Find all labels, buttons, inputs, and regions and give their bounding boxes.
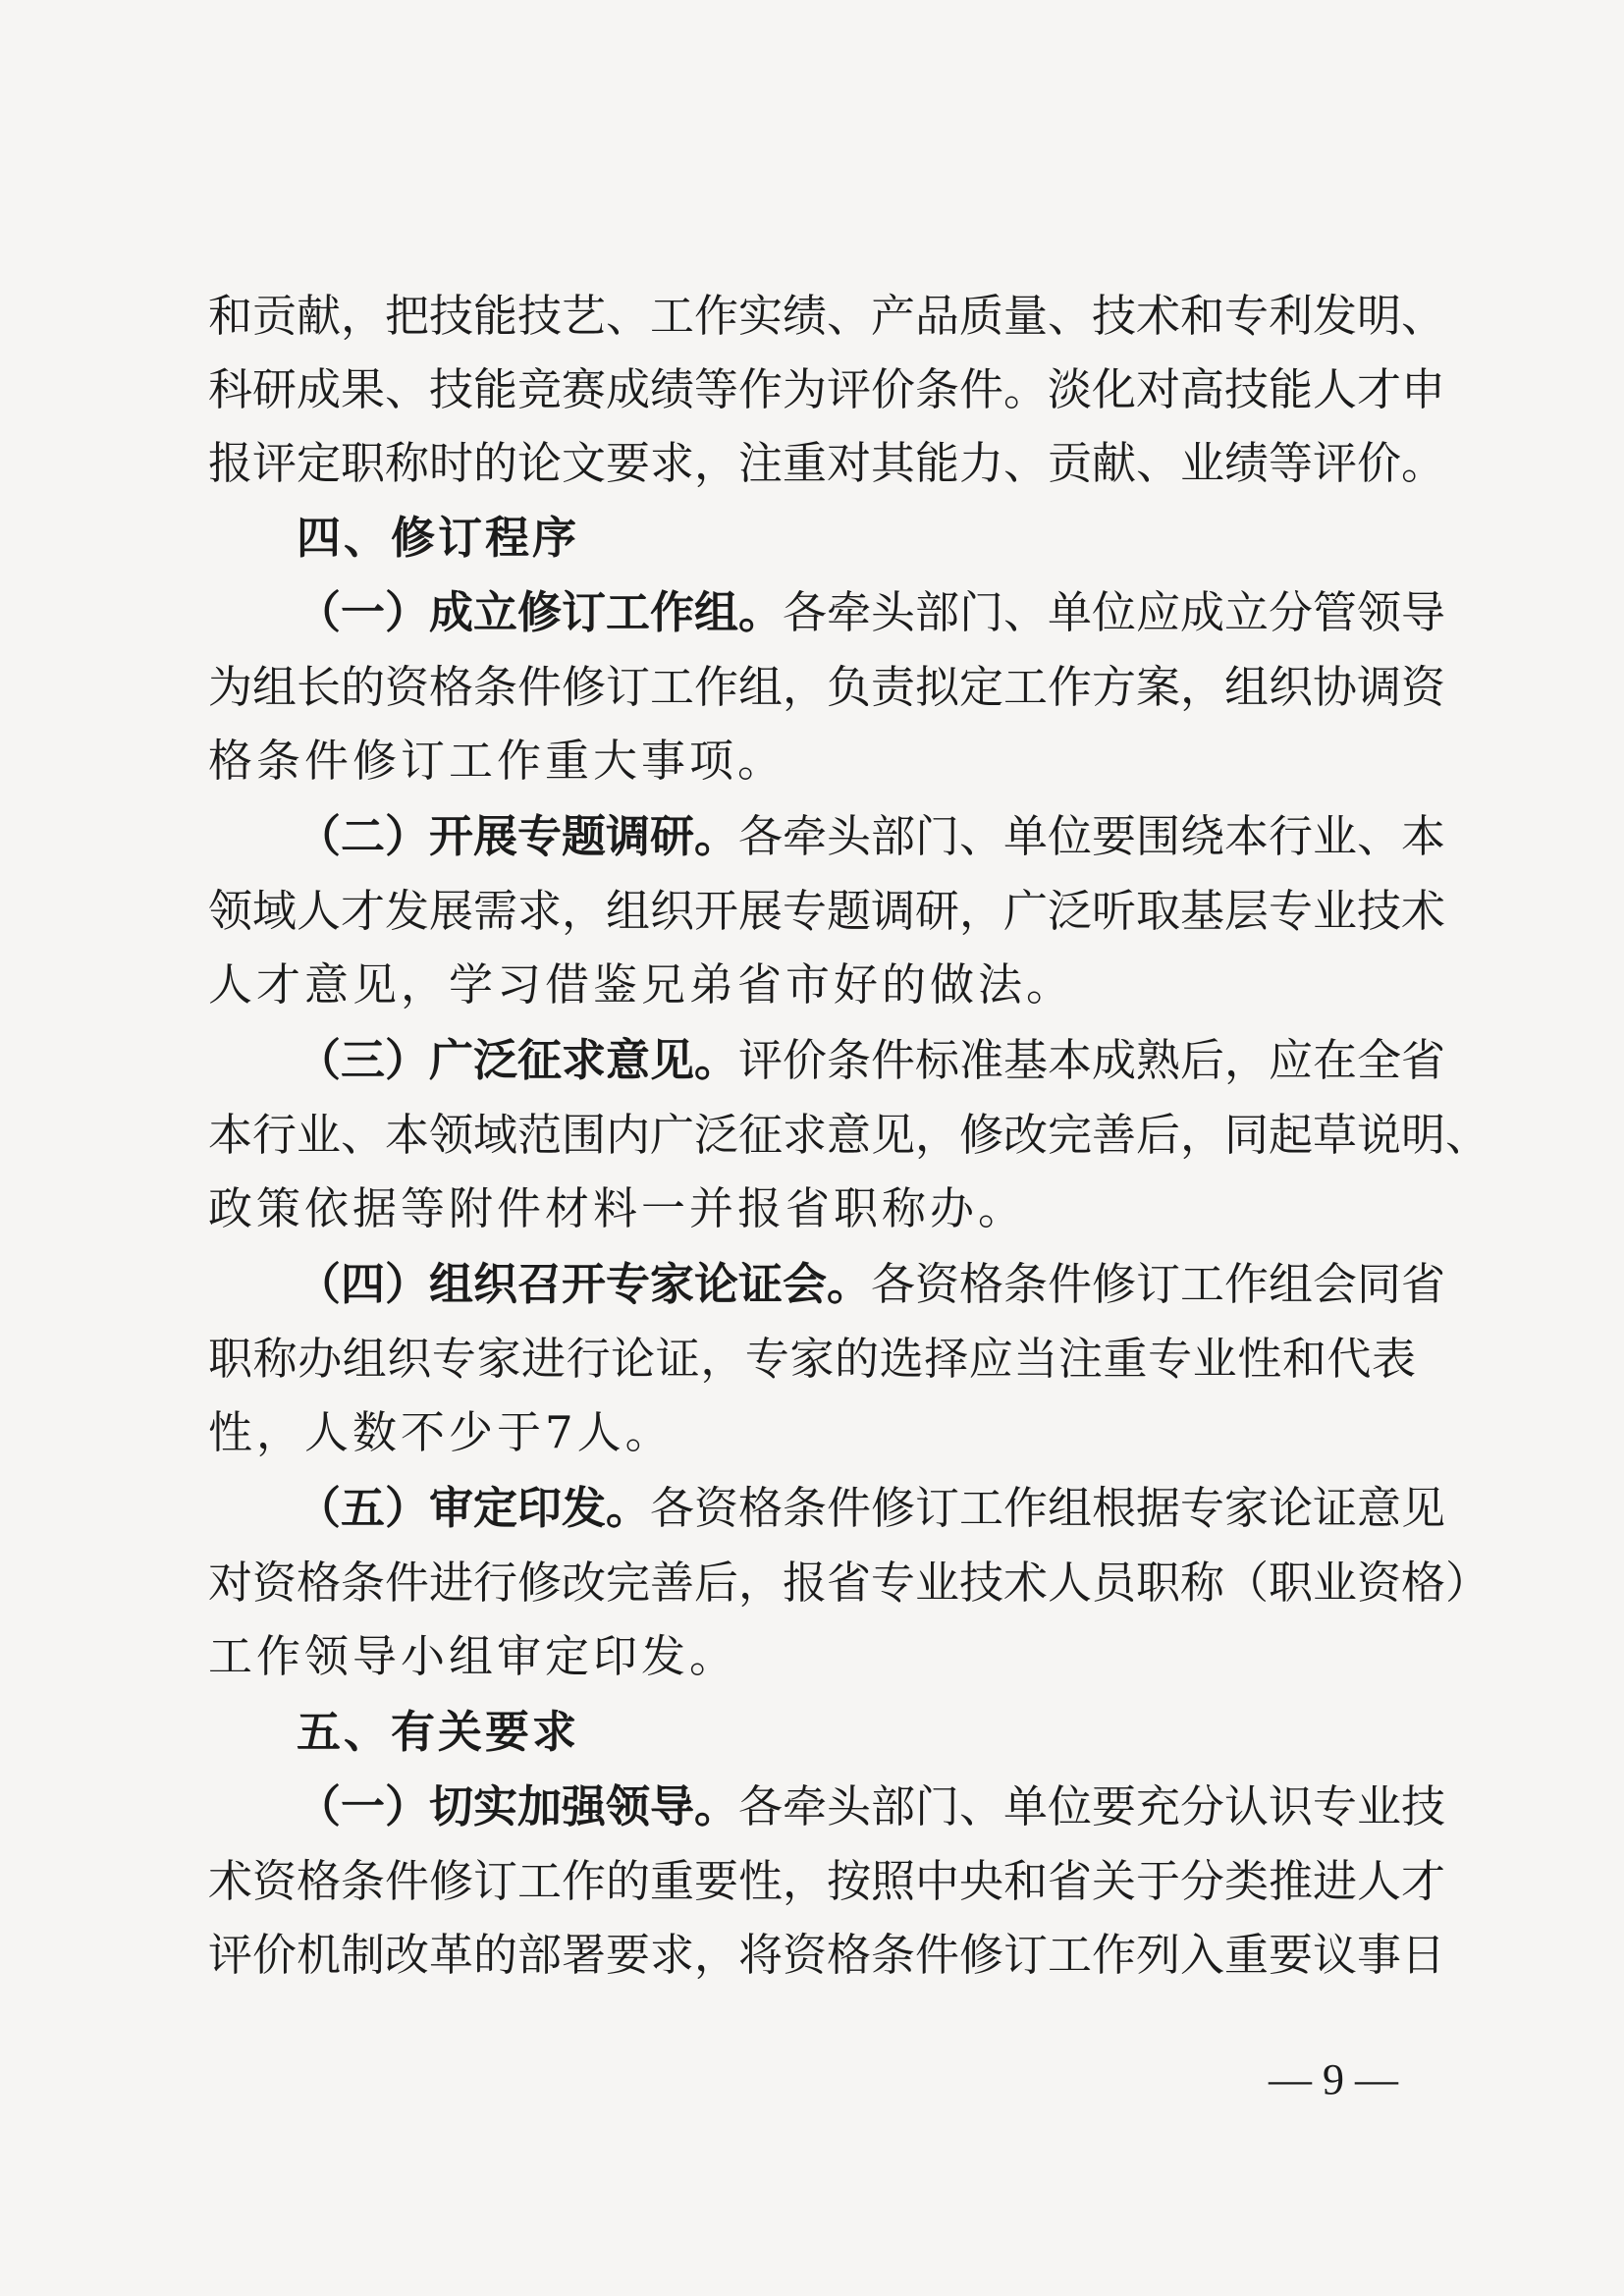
paragraph-line: 报评定职称时的论文要求，注重对其能力、贡献、业绩等评价。 — [208, 437, 1446, 489]
item-text: 各资格条件修订工作组会同省 — [871, 1258, 1446, 1310]
paragraph-first-line — [297, 1255, 1446, 1314]
section-heading: 四、修订程序 — [297, 512, 580, 564]
paragraph-first-line — [297, 583, 1446, 642]
paragraph-line: 职称办组织专家进行论证，专家的选择应当注重专业性和代表 — [208, 1333, 1416, 1385]
section-heading: 五、有关要求 — [297, 1706, 580, 1758]
page-number: — 9 — — [1269, 2055, 1398, 2104]
paragraph-first-line — [297, 807, 1446, 866]
paragraph-first-line — [297, 1031, 1446, 1090]
paragraph-line: 科研成果、技能竞赛成绩等作为评价条件。淡化对高技能人才申 — [208, 363, 1446, 415]
item-text: 各牵头部门、单位要充分认识专业技 — [738, 1780, 1446, 1832]
item-lead: （二）开展专题调研。 — [297, 810, 739, 862]
paragraph-line: 和贡献，把技能技艺、工作实绩、产品质量、技术和专利发明、 — [208, 290, 1446, 342]
paragraph-line: 评价机制改革的部署要求，将资格条件修订工作列入重要议事日 — [208, 1929, 1446, 1981]
item-text: 各资格条件修订工作组根据专家论证意见 — [650, 1482, 1446, 1534]
item-lead: （五）审定印发。 — [297, 1482, 651, 1534]
item-text: 评价条件标准基本成熟后，应在全省 — [738, 1034, 1446, 1086]
paragraph-line: 工作领导小组审定印发。 — [208, 1630, 738, 1682]
paragraph-first-line — [297, 1479, 1446, 1538]
paragraph-line: 为组长的资格条件修订工作组，负责拟定工作方案，组织协调资 — [208, 661, 1446, 713]
item-lead: （一）成立修订工作组。 — [297, 586, 784, 638]
item-lead: （一）切实加强领导。 — [297, 1780, 739, 1832]
paragraph-line: 格条件修订工作重大事项。 — [208, 735, 786, 787]
item-text: 各牵头部门、单位应成立分管领导 — [783, 586, 1446, 638]
paragraph-first-line — [297, 1777, 1446, 1836]
paragraph-line: 对资格条件进行修改完善后，报省专业技术人员职称（职业资格） — [208, 1557, 1490, 1609]
item-text: 各牵头部门、单位要围绕本行业、本 — [738, 810, 1446, 862]
paragraph-line: 人才意见，学习借鉴兄弟省市好的做法。 — [208, 958, 1075, 1011]
paragraph-line: 术资格条件修订工作的重要性，按照中央和省关于分类推进人才 — [208, 1855, 1446, 1907]
paragraph-line: 本行业、本领域范围内广泛征求意见，修改完善后，同起草说明、 — [208, 1109, 1490, 1161]
paragraph-line: 性，人数不少于7人。 — [208, 1406, 674, 1458]
item-lead: （三）广泛征求意见。 — [297, 1034, 739, 1086]
item-lead: （四）组织召开专家论证会。 — [297, 1258, 872, 1310]
paragraph-line: 政策依据等附件材料一并报省职称办。 — [208, 1182, 1027, 1234]
paragraph-line: 领域人才发展需求，组织开展专题调研，广泛听取基层专业技术 — [208, 885, 1446, 937]
